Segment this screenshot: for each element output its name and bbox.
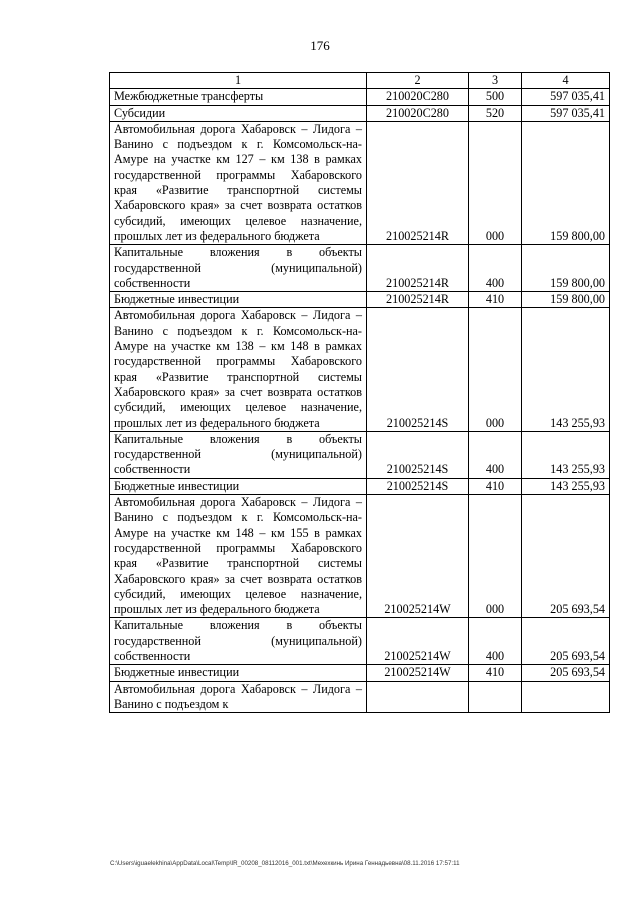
table-row [110,618,610,665]
row-name [110,681,367,713]
table-row [110,665,610,681]
row-name [110,431,367,478]
table-row [110,308,610,431]
header-col-2: 2 [367,73,469,89]
budget-table [109,72,610,713]
table-header-row [110,73,610,89]
row-sum: 597 035,41 [522,89,610,105]
row-name [110,245,367,292]
row-sum [522,681,610,713]
row-code: 210025214W [367,495,469,618]
table-row [110,121,610,244]
row-name-text: Автомобильная дорога Хабаровск – Лидога – Ванино с подъездом к [114,681,362,711]
row-vr: 400 [469,431,522,478]
row-vr: 410 [469,665,522,681]
row-name: Бюджетные инвестиции [110,478,367,494]
table-row [110,681,610,713]
row-sum: 159 800,00 [522,245,610,292]
table-row [110,105,610,121]
table-row [110,292,610,308]
row-code: 210025214W [367,618,469,665]
row-vr: 400 [469,245,522,292]
header-col-3: 3 [469,73,522,89]
row-code [367,681,469,713]
row-vr: 400 [469,618,522,665]
row-code: 210025214S [367,308,469,431]
file-path-footer: C:\Users\iguaelekhina\AppData\Local\Temp\IR_00208_08112016_001.txt\Мехехкинь Ирина Геннадьевна\08.11.2016 17:57:11 [110,860,460,867]
row-vr: 520 [469,105,522,121]
row-sum: 159 800,00 [522,292,610,308]
row-vr: 410 [469,478,522,494]
table-row [110,478,610,494]
row-sum: 205 693,54 [522,495,610,618]
row-sum: 597 035,41 [522,105,610,121]
row-name [110,495,367,618]
row-vr: 000 [469,495,522,618]
row-name [110,121,367,244]
row-vr: 000 [469,121,522,244]
row-code: 210025214R [367,121,469,244]
table-row [110,431,610,478]
row-name-text: Автомобильная дорога Хабаровск – Лидога – Ванино с подъездом к г. Комсомольск-на-Амуре на участке км 138 – км 148 в рамках государственной программы Хабаровского края «Развитие транспортной системы Хабаровского края» за счет возврата остатков субсидий, имеющих целевое назначение, прошлых лет из федерального бюджета [114,308,362,430]
row-code: 210025214S [367,478,469,494]
row-vr [469,681,522,713]
row-name [110,308,367,431]
table-row [110,495,610,618]
row-name-text: Капитальные вложения в объекты государственной (муниципальной) собственности [114,245,362,290]
row-code: 210025214S [367,431,469,478]
row-sum: 143 255,93 [522,431,610,478]
row-vr: 000 [469,308,522,431]
row-code: 210020С280 [367,105,469,121]
table-row [110,245,610,292]
header-col-4: 4 [522,73,610,89]
row-sum: 205 693,54 [522,665,610,681]
row-sum: 205 693,54 [522,618,610,665]
row-code: 210020С280 [367,89,469,105]
row-name-text: Автомобильная дорога Хабаровск – Лидога – Ванино с подъездом к г. Комсомольск-на-Амуре на участке км 148 – км 155 в рамках государственной программы Хабаровского края «Развитие транспортной системы Хабаровского края» за счет возврата остатков субсидий, имеющих целевое назначение, прошлых лет из федерального бюджета [114,495,362,617]
row-name-text: Капитальные вложения в объекты государственной (муниципальной) собственности [114,618,362,663]
row-name-text: Капитальные вложения в объекты государственной (муниципальной) собственности [114,431,362,477]
row-name-text: Автомобильная дорога Хабаровск – Лидога – Ванино с подъездом к г. Комсомольск-на-Амуре на участке км 127 – км 138 в рамках государственной программы Хабаровского края «Развитие транспортной системы Хабаровского края» за счет возврата остатков субсидий, имеющих целевое назначение, прошлых лет из федерального бюджета [114,121,362,243]
row-code: 210025214R [367,292,469,308]
row-name: Бюджетные инвестиции [110,665,367,681]
row-code: 210025214W [367,665,469,681]
table-row [110,89,610,105]
row-sum: 143 255,93 [522,308,610,431]
row-vr: 410 [469,292,522,308]
row-name: Бюджетные инвестиции [110,292,367,308]
row-vr: 500 [469,89,522,105]
row-sum: 143 255,93 [522,478,610,494]
row-name: Межбюджетные трансферты [110,89,367,105]
row-name [110,618,367,665]
header-col-1: 1 [110,73,367,89]
row-code: 210025214R [367,245,469,292]
page-number: 176 [310,38,330,53]
row-sum: 159 800,00 [522,121,610,244]
row-name: Субсидии [110,105,367,121]
